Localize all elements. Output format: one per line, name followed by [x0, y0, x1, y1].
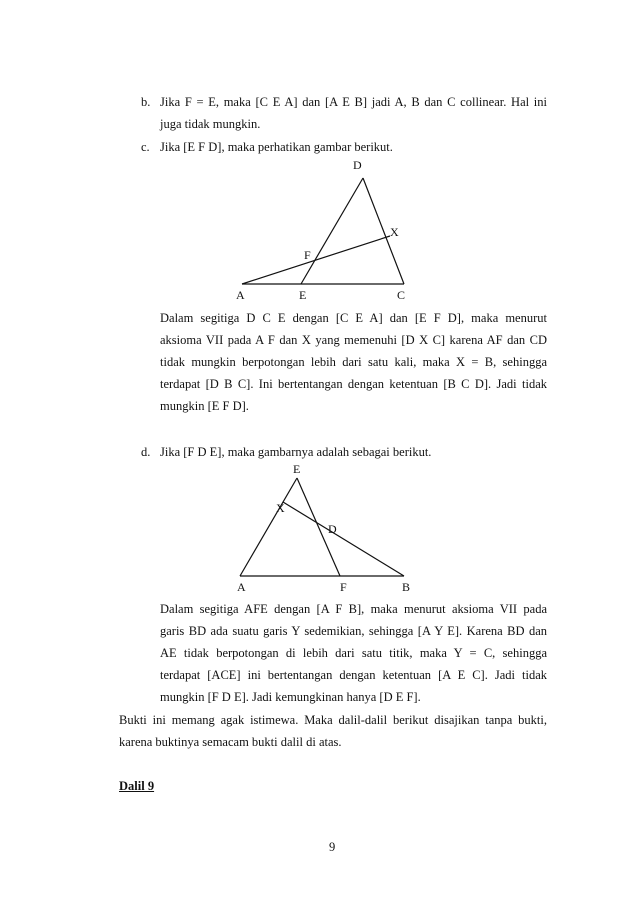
- item-d-para-2: garis BD ada suatu garis Y sedemikian, sehingga [A Y E]. Karena BD dan: [160, 624, 547, 638]
- figure-d-label-x: X: [276, 501, 285, 515]
- figure-d-label-e: E: [293, 462, 301, 476]
- item-b-line-2: juga tidak mungkin.: [160, 117, 261, 131]
- segment-e-d: [301, 178, 363, 284]
- figure-c-label-f: F: [304, 248, 311, 262]
- figure-c-label-c: C: [397, 288, 406, 302]
- item-c-para-3: tidak mungkin berpotongan lebih dari satu kali, maka X = B, sehingga: [160, 355, 547, 369]
- segment-a-x: [242, 236, 390, 284]
- figure-d-label-f: F: [340, 580, 347, 594]
- item-c-marker: c.: [141, 140, 150, 154]
- figure-d-label-b: B: [402, 580, 411, 594]
- item-d-para-3: AE tidak berpotongan di lebih dari satu titik, maka Y = C, sehingga: [160, 646, 547, 660]
- item-c-para-1: Dalam segitiga D C E dengan [C E A] dan [E F D], maka menurut: [160, 311, 547, 325]
- item-d-para-4: terdapat [ACE] ini bertentangan dengan ketentuan [A E C]. Jadi tidak: [160, 668, 547, 682]
- item-c-para-4: terdapat [D B C]. Ini bertentangan dengan ketentuan [B C D]. Jadi tidak: [160, 377, 547, 391]
- figure-c-label-a: A: [236, 288, 245, 302]
- item-d-intro: Jika [F D E], maka gambarnya adalah sebagai berikut.: [160, 445, 432, 459]
- item-b-line-1: Jika F = E, maka [C E A] dan [A E B] jadi A, B dan C collinear. Hal ini: [160, 95, 547, 109]
- item-c-intro: Jika [E F D], maka perhatikan gambar berikut.: [160, 140, 393, 154]
- closing-line-1: Bukti ini memang agak istimewa. Maka dalil-dalil berikut disajikan tanpa bukti,: [119, 713, 547, 727]
- figure-d-label-d: D: [328, 522, 337, 536]
- closing-line-2: karena buktinya semacam bukti dalil di atas.: [119, 735, 342, 749]
- section-heading: Dalil 9: [119, 779, 155, 793]
- item-d-para-1: Dalam segitiga AFE dengan [A F B], maka menurut aksioma VII pada: [160, 602, 547, 616]
- item-c-para-5: mungkin [E F D].: [160, 399, 249, 413]
- item-d-marker: d.: [141, 445, 151, 459]
- item-c-para-2: aksioma VII pada A F dan X yang memenuhi [D X C] karena AF dan CD: [160, 333, 547, 347]
- figure-d-label-a: A: [237, 580, 246, 594]
- item-b-marker: b.: [141, 95, 151, 109]
- figure-c-label-x: X: [390, 225, 399, 239]
- figure-c-label-e: E: [299, 288, 307, 302]
- figure-c-label-d: D: [353, 158, 362, 172]
- segment-x-b: [283, 502, 404, 576]
- page-number: 9: [329, 840, 336, 854]
- segment-a-e: [240, 478, 297, 576]
- item-d-para-5: mungkin [F D E]. Jadi kemungkinan hanya [D E F].: [160, 690, 421, 704]
